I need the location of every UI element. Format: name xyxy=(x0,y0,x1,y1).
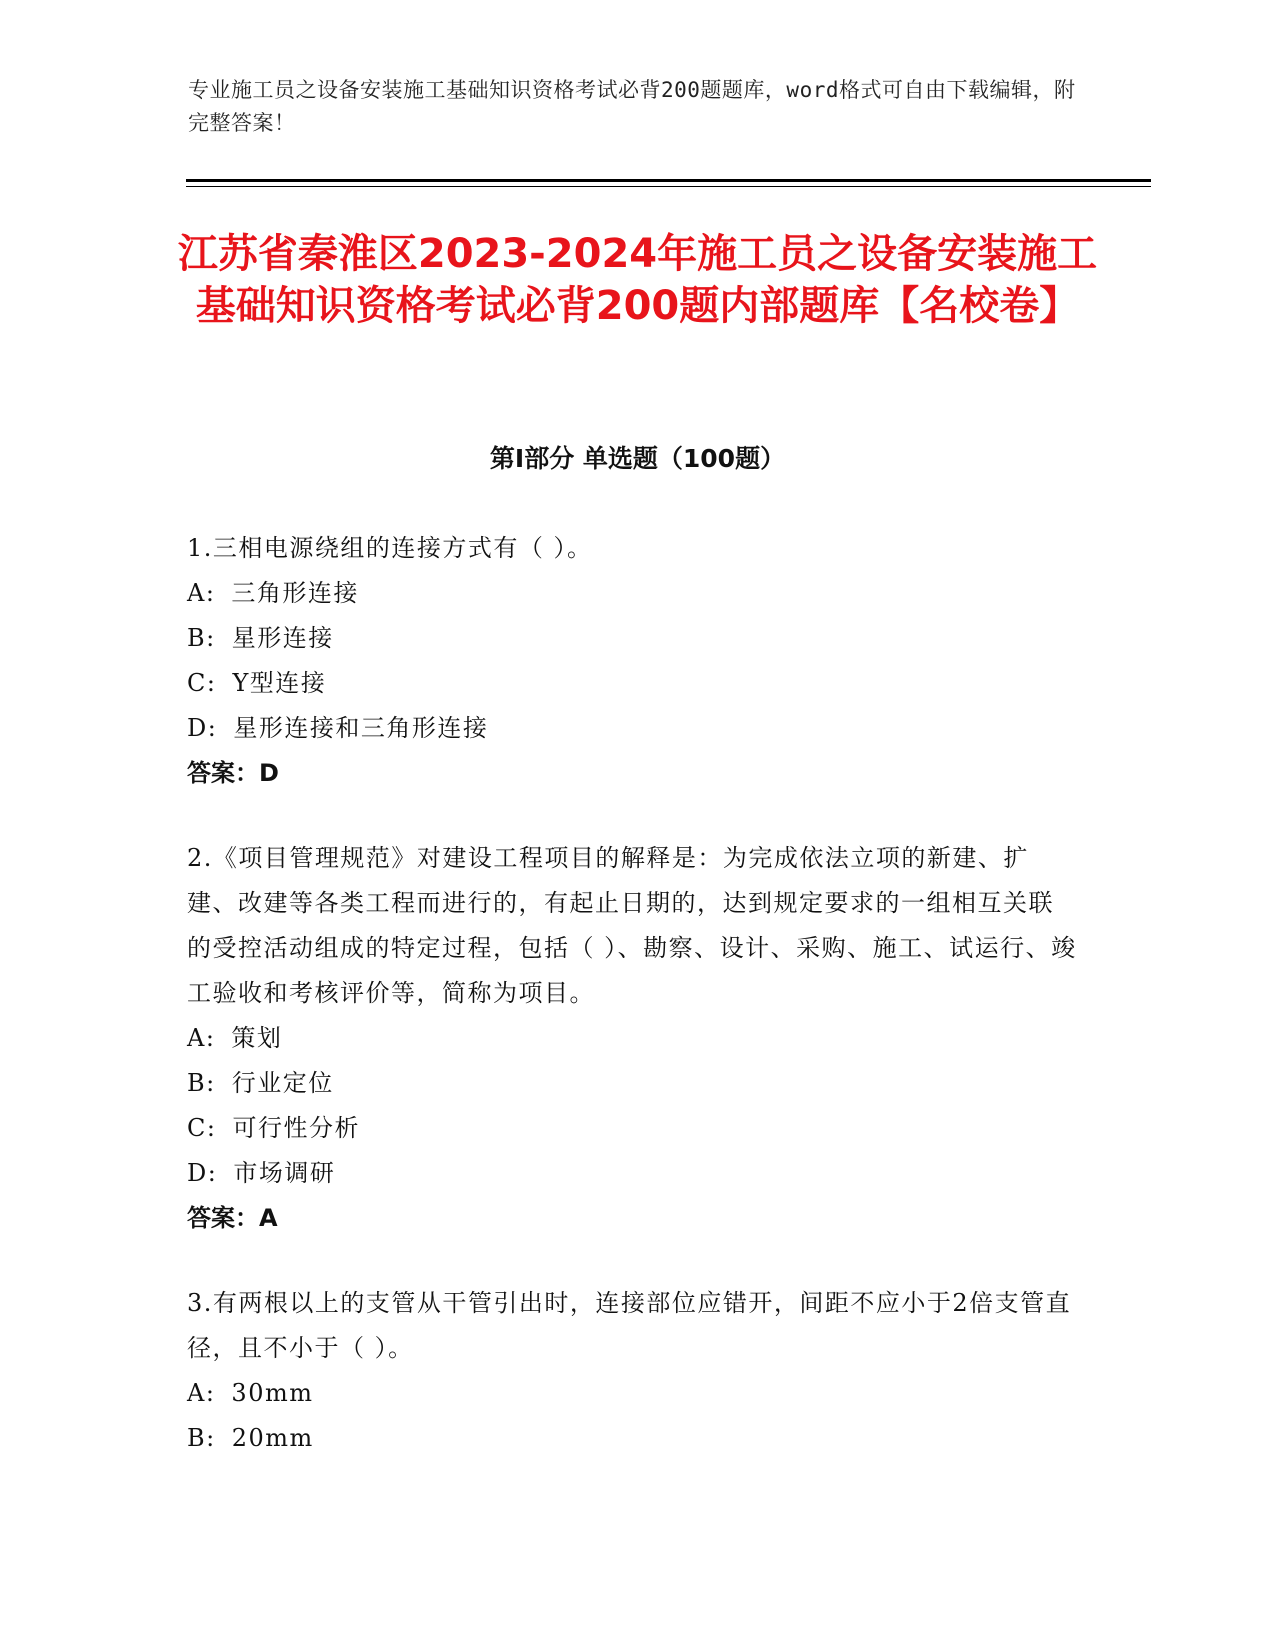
option-text: 三角形连接 xyxy=(231,579,359,607)
option-letter: B: xyxy=(187,1424,216,1452)
option-text: 策划 xyxy=(231,1024,283,1052)
header-note: 专业施工员之设备安装施工基础知识资格考试必背200题题库，word格式可自由下载编辑，附完整答案！ xyxy=(188,78,1076,135)
question-2 xyxy=(187,836,1077,1241)
option-letter: A: xyxy=(187,1379,216,1407)
option-letter: D: xyxy=(187,1159,218,1187)
option-b xyxy=(187,616,1077,661)
option-letter: B: xyxy=(187,624,216,652)
answer-line: 答案：A xyxy=(187,1204,278,1232)
question-1 xyxy=(187,526,1077,796)
header-rule-thin xyxy=(186,186,1151,187)
question-stem: 1.三相电源绕组的连接方式有（ ）。 xyxy=(187,534,593,562)
option-text: 星形连接和三角形连接 xyxy=(233,714,489,742)
document-title: 江苏省秦淮区2023-2024年施工员之设备安装施工基础知识资格考试必背200题内部题库【名校卷】 xyxy=(177,231,1098,329)
option-c xyxy=(187,661,1077,706)
option-text: Y型连接 xyxy=(232,669,327,697)
option-letter: C: xyxy=(187,1114,217,1142)
option-d xyxy=(187,1151,1077,1196)
option-text: 市场调研 xyxy=(233,1159,336,1187)
answer-line: 答案：D xyxy=(187,759,279,787)
option-text: 可行性分析 xyxy=(232,1114,360,1142)
option-a xyxy=(187,1371,1077,1416)
section-heading: 第Ⅰ部分 单选题（100题） xyxy=(489,444,786,473)
option-letter: C: xyxy=(187,669,217,697)
option-a xyxy=(187,1016,1077,1061)
question-list xyxy=(187,526,1077,1461)
option-b xyxy=(187,1416,1077,1461)
option-text: 30mm xyxy=(231,1379,314,1407)
option-d xyxy=(187,706,1077,751)
option-a xyxy=(187,571,1077,616)
option-letter: B: xyxy=(187,1069,216,1097)
option-text: 行业定位 xyxy=(231,1069,334,1097)
option-text: 20mm xyxy=(231,1424,314,1452)
option-text: 星形连接 xyxy=(231,624,334,652)
option-letter: D: xyxy=(187,714,218,742)
question-stem: 2.《项目管理规范》对建设工程项目的解释是：为完成依法立项的新建、扩建、改建等各类工程而进行的，有起止日期的，达到规定要求的一组相互关联的受控活动组成的特定过程，包括（ ）、勘察、设计、采购、施工、试运行、竣工验收和考核评价等，简称为项目。 xyxy=(187,844,1077,1007)
header-rule-thick xyxy=(186,179,1151,182)
question-stem: 3.有两根以上的支管从干管引出时，连接部位应错开，间距不应小于2倍支管直径，且不小于（ ）。 xyxy=(187,1289,1072,1362)
question-3 xyxy=(187,1281,1077,1461)
option-c xyxy=(187,1106,1077,1151)
option-letter: A: xyxy=(187,1024,216,1052)
option-letter: A: xyxy=(187,579,216,607)
option-b xyxy=(187,1061,1077,1106)
